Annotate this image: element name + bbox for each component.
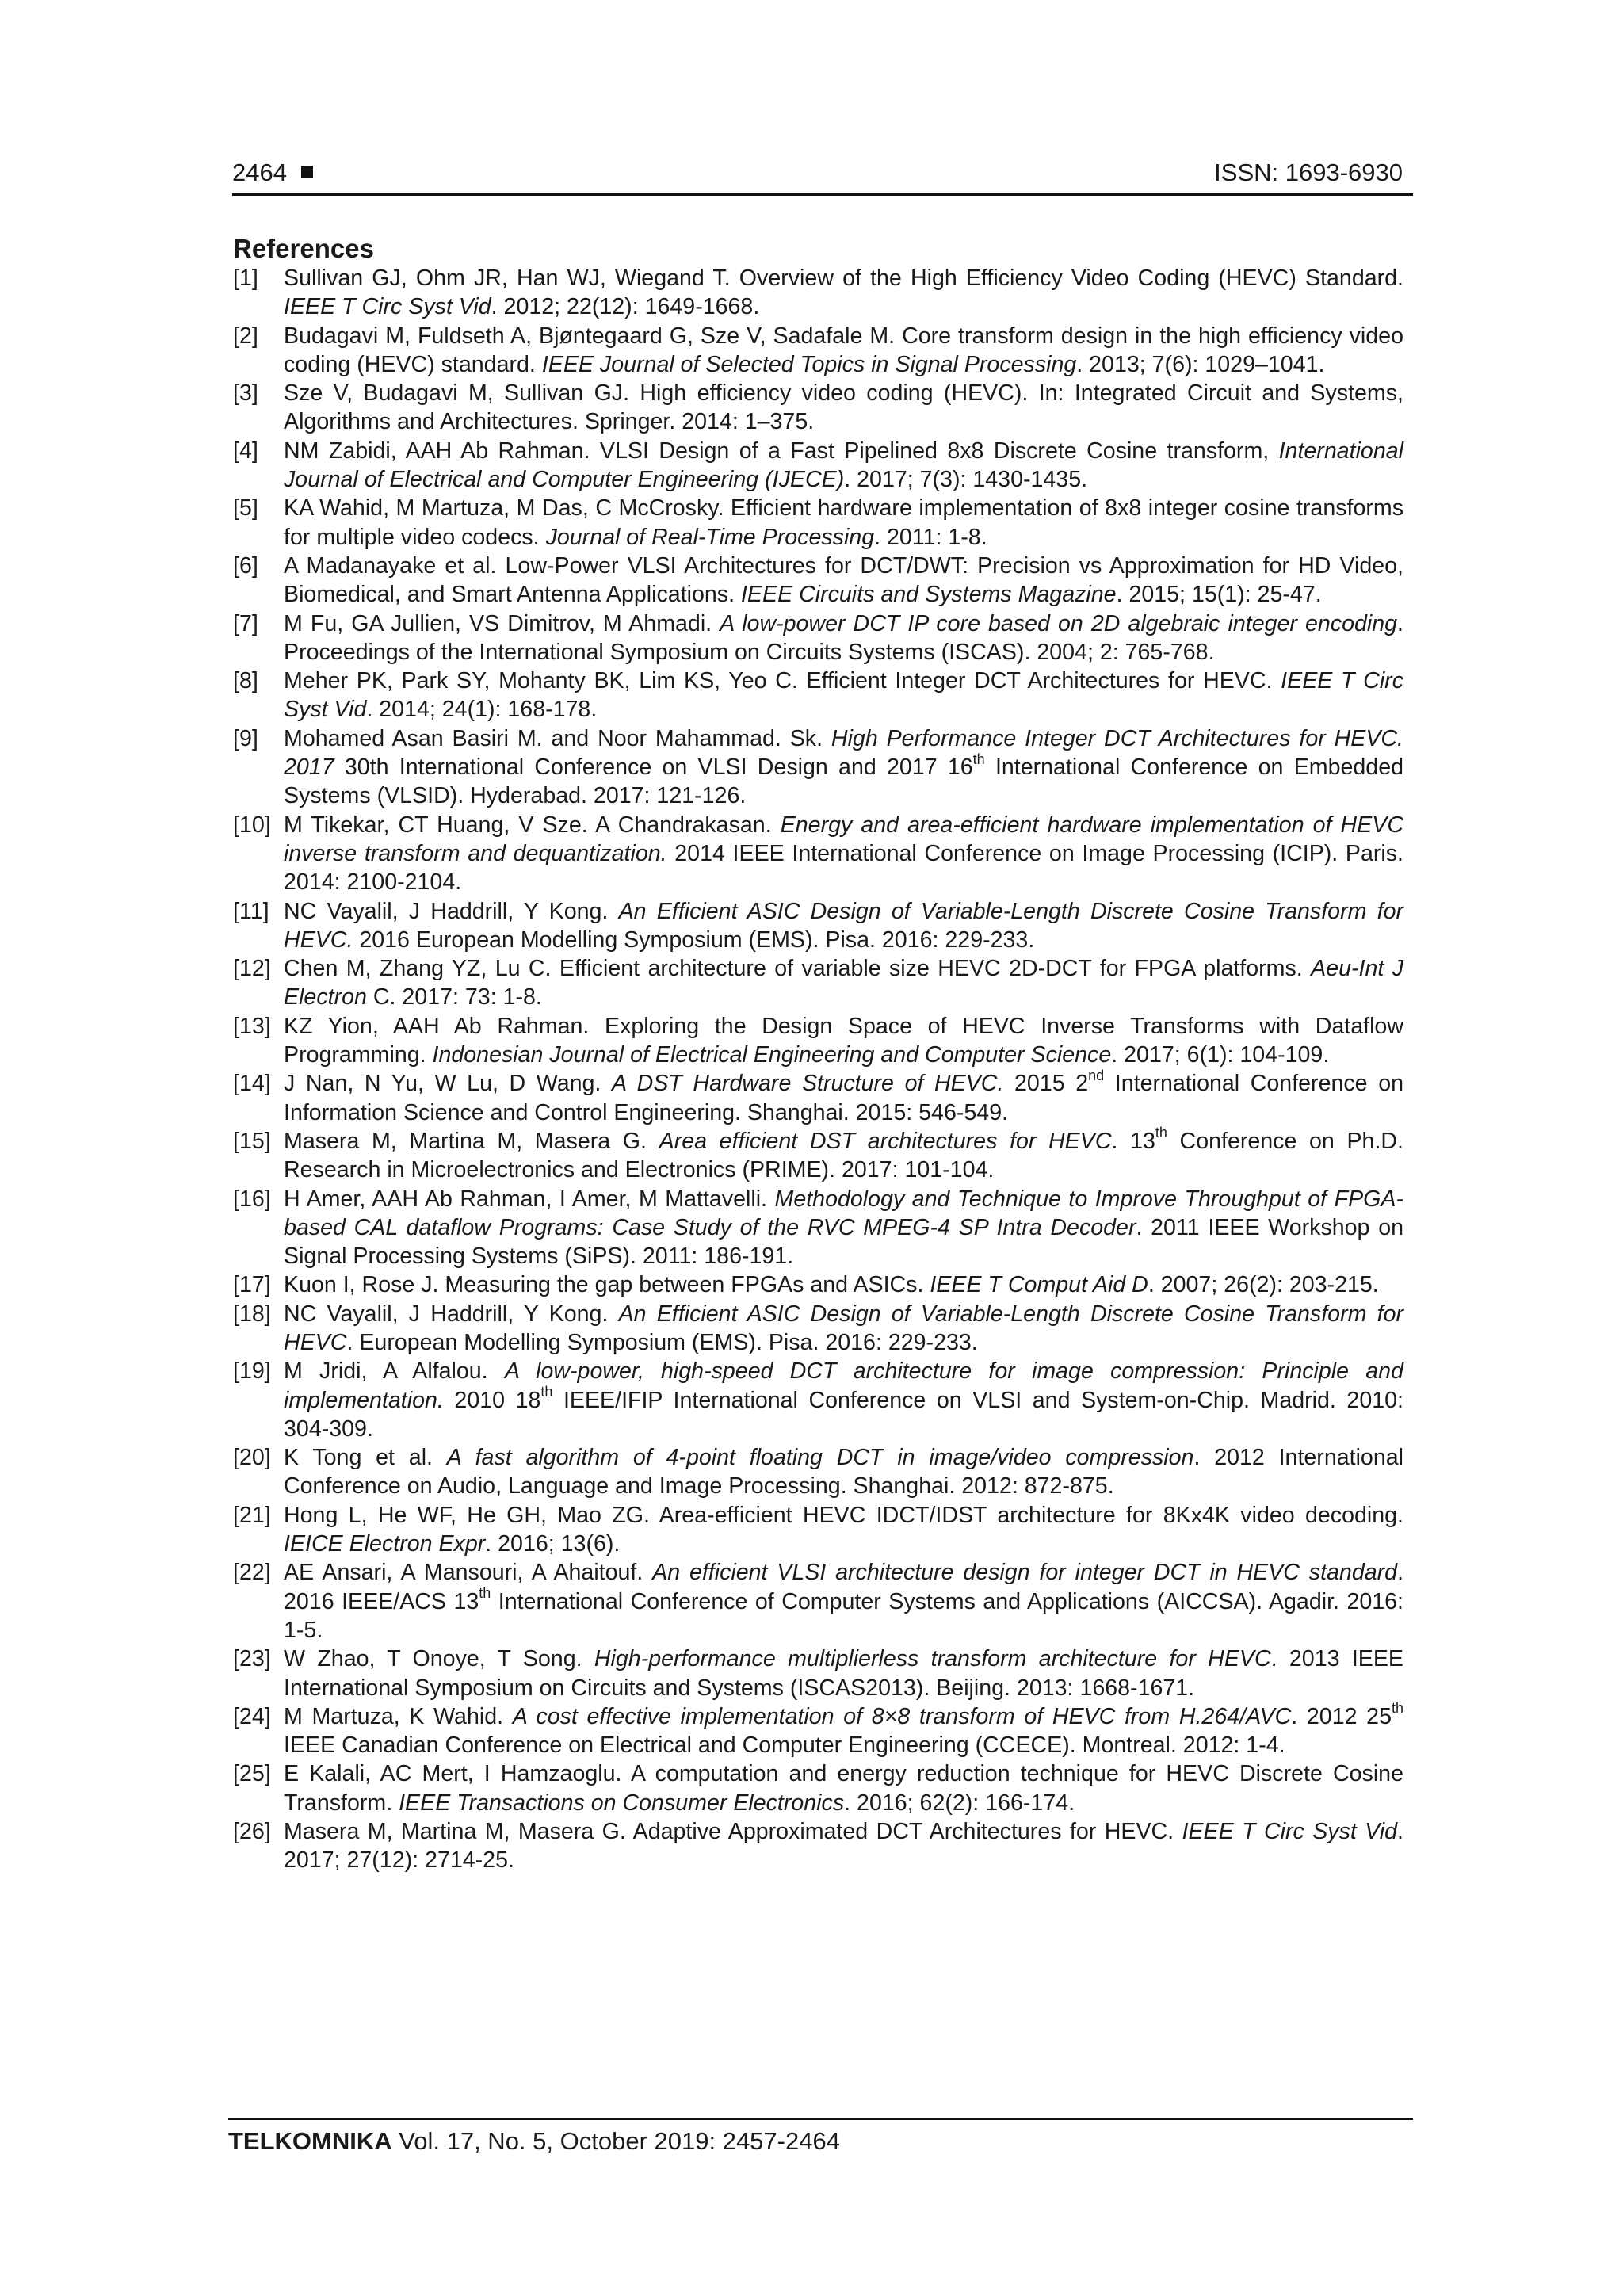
reference-text-segment: M Jridi, A Alfalou.: [284, 1358, 505, 1385]
reference-text: [284, 553, 1403, 607]
reference-italic-text: IEEE Circuits and Systems Magazine: [740, 582, 1117, 608]
reference-text-segment: M Fu, GA Jullien, VS Dimitrov, M Ahmadi.: [284, 610, 720, 636]
reference-item: [233, 1558, 1403, 1645]
reference-item: [233, 1357, 1403, 1443]
reference-superscript: th: [1155, 1125, 1167, 1141]
reference-text-segment: . 2016; 62(2): 166-174.: [844, 1790, 1075, 1816]
reference-number: [10]: [233, 812, 271, 838]
reference-text-segment: . 2017; 7(3): 1430-1435.: [844, 467, 1088, 493]
reference-text-segment: W Zhao, T Onoye, T Song.: [284, 1646, 594, 1672]
reference-number: [18]: [233, 1301, 271, 1327]
reference-text: [284, 495, 1403, 549]
reference-number: [17]: [233, 1272, 271, 1298]
reference-number: [13]: [233, 1013, 271, 1039]
reference-text-segment: Budagavi M, Fuldseth A, Bjøntegaard G, Sze V, Sadafale M. Core transform design in the high efficiency video coding (HEVC) standard.: [284, 323, 1403, 377]
page-footer: [228, 2118, 1413, 2159]
reference-item: [233, 437, 1403, 495]
reference-text-segment: Chen M, Zhang YZ, Lu C. Efficient architecture of variable size HEVC 2D-DCT for FPGA platforms.: [284, 956, 1312, 982]
reference-text: [284, 1125, 1403, 1183]
reference-superscript: th: [540, 1384, 553, 1400]
reference-text-segment: 30th International Conference on VLSI Design and 2017 16: [334, 755, 973, 781]
reference-item: [233, 724, 1403, 811]
reference-text-segment: . 2013 IEEE International Symposium on Circuits and Systems (ISCAS2013). Beijing. 2013: 1668-1671.: [284, 1646, 1404, 1701]
reference-italic-text: Journal of Real-Time Processing: [545, 524, 875, 550]
reference-superscript: th: [972, 751, 985, 767]
reference-text: [284, 1186, 1403, 1270]
reference-italic-text: An Efficient ASIC Design of Variable-Length Discrete Cosine Transform for HEVC.: [284, 898, 1404, 953]
reference-text: [284, 812, 1403, 896]
reference-text: [284, 899, 1403, 953]
reference-italic-text: Area efficient DST architectures for HEVC: [659, 1128, 1112, 1154]
reference-text-segment: C. 2017: 73: 1-8.: [366, 984, 542, 1010]
page-number-group: [232, 155, 313, 190]
reference-number: [11]: [233, 898, 269, 924]
reference-number: [9]: [233, 725, 258, 751]
reference-italic-text: A low-power, high-speed DCT architecture for image compression: Principle and implementation.: [284, 1358, 1403, 1413]
reference-item: [233, 1012, 1403, 1070]
reference-item: [233, 954, 1403, 1012]
reference-text: [284, 438, 1403, 492]
footer-line: [228, 2124, 1413, 2159]
reference-italic-text: IEEE Transactions on Consumer Electronics: [399, 1790, 845, 1816]
reference-text: [284, 726, 1403, 809]
reference-text: [284, 1560, 1403, 1643]
reference-text-segment: NM Zabidi, AAH Ab Rahman. VLSI Design of a Fast Pipelined 8x8 Discrete Cosine transform,: [284, 437, 1279, 464]
reference-text: [284, 1503, 1403, 1557]
reference-number: [3]: [233, 380, 258, 407]
reference-text-segment: Sze V, Budagavi M, Sullivan GJ. High efficiency video coding (HEVC). In: Integrated Circuit and Systems, Algorithms and Architectures. Springer. 2014: 1–375.: [284, 380, 1403, 435]
reference-item: [233, 811, 1403, 897]
reference-text-segment: . 13: [1111, 1128, 1155, 1154]
reference-text-segment: 2016 European Modelling Symposium (EMS). Pisa. 2016: 229-233.: [353, 926, 1035, 953]
reference-text-segment: . 2013; 7(6): 1029–1041.: [1076, 351, 1325, 377]
reference-text-segment: . Proceedings of the International Symposium on Circuits Systems (ISCAS). 2004; 2: 765-768.: [284, 610, 1403, 665]
reference-text-segment: IEEE/IFIP International Conference on VLSI and System-on-Chip. Madrid. 2010: 304-309.: [284, 1387, 1403, 1442]
reference-italic-text: IEEE T Circ Syst Vid: [284, 294, 491, 320]
reference-item: [233, 1127, 1403, 1185]
reference-text-segment: NC Vayalil, J Haddrill, Y Kong.: [284, 1301, 619, 1327]
reference-italic-text: A cost effective implementation of 8×8 transform of HEVC from H.264/AVC: [512, 1703, 1292, 1729]
journal-name: TELKOMNIKA: [228, 2127, 392, 2155]
reference-item: [233, 264, 1403, 322]
reference-text-segment: . 2017; 27(12): 2714-25.: [284, 1819, 1403, 1874]
reference-superscript: nd: [1088, 1067, 1105, 1083]
reference-number: [15]: [233, 1128, 271, 1154]
reference-italic-text: IEICE Electron Expr: [284, 1531, 486, 1557]
reference-text: [284, 668, 1403, 722]
reference-number: [21]: [233, 1502, 271, 1528]
page-number: 2464: [232, 159, 287, 186]
reference-italic-text: High Performance Integer DCT Architectures for HEVC. 2017: [284, 725, 1403, 781]
reference-text-segment: KZ Yion, AAH Ab Rahman. Exploring the Design Space of HEVC Inverse Transforms with Dataflow Programming.: [284, 1013, 1403, 1068]
reference-text-segment: . European Modelling Symposium (EMS). Pisa. 2016: 229-233.: [346, 1329, 978, 1355]
footer-rule: [228, 2118, 1413, 2120]
reference-item: [233, 552, 1403, 609]
reference-text-segment: E Kalali, AC Mert, I Hamzaoglu. A computation and energy reduction technique for HEVC Discrete Cosine Transform.: [284, 1761, 1403, 1816]
reference-italic-text: IEEE T Comput Aid D: [930, 1272, 1148, 1298]
reference-item: [233, 1069, 1403, 1127]
reference-text-segment: AE Ansari, A Mansouri, A Ahaitouf.: [284, 1560, 653, 1586]
reference-italic-text: Aeu-Int J Electron: [284, 956, 1403, 1010]
reference-italic-text: IEEE T Circ Syst Vid: [284, 668, 1404, 723]
header-rule: [232, 193, 1413, 196]
reference-text-segment: H Amer, AAH Ab Rahman, I Amer, M Mattavelli.: [284, 1186, 775, 1212]
reference-number: [16]: [233, 1186, 271, 1212]
reference-text: [284, 1761, 1403, 1815]
references-list: [233, 264, 1403, 1875]
reference-italic-text: IEEE Journal of Selected Topics in Signal Processing: [541, 351, 1077, 377]
reference-text-segment: International Conference on Information Science and Control Engineering. Shanghai. 2015: 546-549.: [284, 1071, 1403, 1125]
reference-text: [284, 1272, 1379, 1297]
reference-italic-text: International Journal of Electrical and Computer Engineering (IJECE): [284, 437, 1403, 493]
reference-number: [26]: [233, 1819, 271, 1845]
reference-item: [233, 1501, 1403, 1559]
reference-number: [2]: [233, 323, 258, 349]
reference-italic-text: A low-power DCT IP core based on 2D algebraic integer encoding: [720, 610, 1398, 636]
reference-text-segment: A Madanayake et al. Low-Power VLSI Architectures for DCT/DWT: Precision vs Approximation for HD Video, Biomedical, and Smart Antenna Applications.: [284, 552, 1403, 608]
reference-number: [12]: [233, 956, 271, 982]
reference-number: [8]: [233, 668, 258, 694]
reference-number: [22]: [233, 1560, 271, 1586]
reference-item: [233, 609, 1403, 667]
reference-text-segment: Kuon I, Rose J. Measuring the gap between FPGAs and ASICs.: [284, 1272, 930, 1298]
reference-item: [233, 322, 1403, 380]
reference-text-segment: 2010 18: [443, 1387, 541, 1413]
reference-item: [233, 1645, 1403, 1702]
reference-italic-text: High-performance multiplierless transform architecture for HEVC: [594, 1646, 1271, 1672]
reference-text: [284, 266, 1403, 319]
reference-italic-text: An efficient VLSI architecture design for integer DCT in HEVC standard: [652, 1560, 1398, 1586]
reference-number: [1]: [233, 266, 258, 291]
reference-number: [6]: [233, 552, 258, 579]
reference-text-segment: KA Wahid, M Martuza, M Das, C McCrosky. Efficient hardware implementation of 8x8 integer cosine transforms for multiple video codecs.: [284, 495, 1403, 550]
reference-text: [284, 1067, 1403, 1125]
reference-item: [233, 1817, 1403, 1875]
references-heading: References: [233, 234, 374, 263]
reference-item: [233, 1702, 1403, 1760]
reference-number: [24]: [233, 1703, 271, 1729]
reference-text-segment: Masera M, Martina M, Masera G. Adaptive Approximated DCT Architectures for HEVC.: [284, 1819, 1182, 1845]
reference-item: [233, 897, 1403, 955]
reference-item: [233, 1443, 1403, 1501]
reference-italic-text: Methodology and Technique to Improve Throughput of FPGA-based CAL dataflow Programs: Case Study of the RVC MPEG-4 SP Intra Decoder: [284, 1186, 1403, 1240]
reference-number: [19]: [233, 1358, 271, 1385]
reference-text-segment: . 2015; 15(1): 25-47.: [1116, 582, 1322, 608]
reference-text-segment: IEEE Canadian Conference on Electrical and Computer Engineering (CCECE). Montreal. 2012: 1-4.: [284, 1733, 1285, 1759]
reference-italic-text: IEEE T Circ Syst Vid: [1182, 1819, 1398, 1845]
reference-text-segment: . 2016 IEEE/ACS 13: [284, 1560, 1404, 1614]
reference-text-segment: 2015 2: [1003, 1071, 1089, 1097]
reference-text-segment: . 2012; 22(12): 1649-1668.: [491, 294, 760, 320]
reference-item: [233, 1270, 1403, 1299]
reference-text-segment: Hong L, He WF, He GH, Mao ZG. Area-efficient HEVC IDCT/IDST architecture for 8Kx4K video decoding.: [284, 1502, 1403, 1528]
reference-number: [7]: [233, 610, 258, 636]
reference-text-segment: . 2007; 26(2): 203-215.: [1148, 1272, 1379, 1298]
reference-text-segment: . 2016; 13(6).: [485, 1531, 621, 1557]
reference-item: [233, 494, 1403, 552]
reference-item: [233, 379, 1403, 437]
reference-text-segment: Mohamed Asan Basiri M. and Noor Mahammad. Sk.: [284, 725, 831, 751]
reference-number: [5]: [233, 495, 258, 521]
reference-italic-text: Indonesian Journal of Electrical Engineering and Computer Science: [432, 1042, 1112, 1068]
reference-text: [284, 1700, 1404, 1759]
reference-text: [284, 380, 1403, 434]
reference-superscript: th: [479, 1585, 491, 1602]
reference-italic-text: An Efficient ASIC Design of Variable-Length Discrete Cosine Transform for HEVC: [284, 1301, 1404, 1355]
reference-item: [233, 667, 1403, 724]
reference-italic-text: A DST Hardware Structure of HEVC.: [611, 1071, 1004, 1097]
reference-text-segment: International Conference on Embedded Systems (VLSID). Hyderabad. 2017: 121-126.: [284, 755, 1404, 809]
reference-superscript: th: [1392, 1700, 1404, 1717]
reference-italic-text: A fast algorithm of 4-point floating DCT in image/video compression: [446, 1445, 1194, 1471]
reference-item: [233, 1300, 1403, 1358]
reference-item: [233, 1759, 1403, 1817]
issn: ISSN: 1693-6930: [1214, 159, 1403, 186]
reference-text-segment: Meher PK, Park SY, Mohanty BK, Lim KS, Yeo C. Efficient Integer DCT Architectures for HEVC.: [284, 668, 1281, 694]
reference-text-segment: Masera M, Martina M, Masera G.: [284, 1128, 659, 1154]
reference-text: [284, 1819, 1403, 1873]
page-header: [232, 155, 1413, 197]
reference-text: [284, 1301, 1403, 1355]
reference-text-segment: K Tong et al.: [284, 1445, 447, 1471]
reference-item: [233, 1185, 1403, 1271]
reference-text-segment: . 2012 International Conference on Audio, Language and Image Processing. Shanghai. 2012: 872-875.: [284, 1445, 1403, 1499]
reference-number: [4]: [233, 437, 258, 464]
reference-text-segment: 2014 IEEE International Conference on Image Processing (ICIP). Paris. 2014: 2100-2104.: [284, 840, 1403, 896]
reference-number: [25]: [233, 1761, 271, 1787]
journal-citation: Vol. 17, No. 5, October 2019: 2457-2464: [399, 2127, 840, 2155]
square-bullet-icon: [301, 166, 313, 178]
reference-text: [284, 1445, 1403, 1499]
reference-text-segment: . 2011 IEEE Workshop on Signal Processing Systems (SiPS). 2011: 186-191.: [284, 1214, 1403, 1270]
reference-text: [284, 323, 1403, 377]
reference-text: [284, 1014, 1403, 1068]
reference-text: [284, 1358, 1403, 1442]
reference-text-segment: . 2014; 24(1): 168-178.: [366, 697, 598, 723]
reference-italic-text: Energy and area-efficient hardware implementation of HEVC inverse transform and dequantization.: [284, 812, 1403, 866]
reference-text: [284, 611, 1403, 665]
reference-text-segment: . 2012 25: [1291, 1703, 1392, 1729]
reference-text-segment: J Nan, N Yu, W Lu, D Wang.: [284, 1071, 612, 1097]
reference-text-segment: . 2011: 1-8.: [874, 524, 987, 550]
reference-text-segment: NC Vayalil, J Haddrill, Y Kong.: [284, 898, 619, 924]
reference-text-segment: M Martuza, K Wahid.: [284, 1703, 513, 1729]
reference-text: [284, 1646, 1403, 1700]
reference-number: [20]: [233, 1445, 271, 1471]
reference-text-segment: Conference on Ph.D. Research in Microelectronics and Electronics (PRIME). 2017: 101-104.: [284, 1128, 1403, 1183]
reference-text-segment: . 2017; 6(1): 104-109.: [1111, 1042, 1330, 1068]
reference-text-segment: Sullivan GJ, Ohm JR, Han WJ, Wiegand T. Overview of the High Efficiency Video Coding (HEVC) Standard.: [284, 266, 1403, 291]
reference-number: [14]: [233, 1071, 271, 1097]
reference-number: [23]: [233, 1646, 271, 1672]
reference-text-segment: International Conference of Computer Systems and Applications (AICCSA). Agadir. 2016: 1-5.: [284, 1588, 1403, 1643]
reference-text: [284, 956, 1403, 1010]
reference-text-segment: M Tikekar, CT Huang, V Sze. A Chandrakasan.: [284, 812, 781, 838]
